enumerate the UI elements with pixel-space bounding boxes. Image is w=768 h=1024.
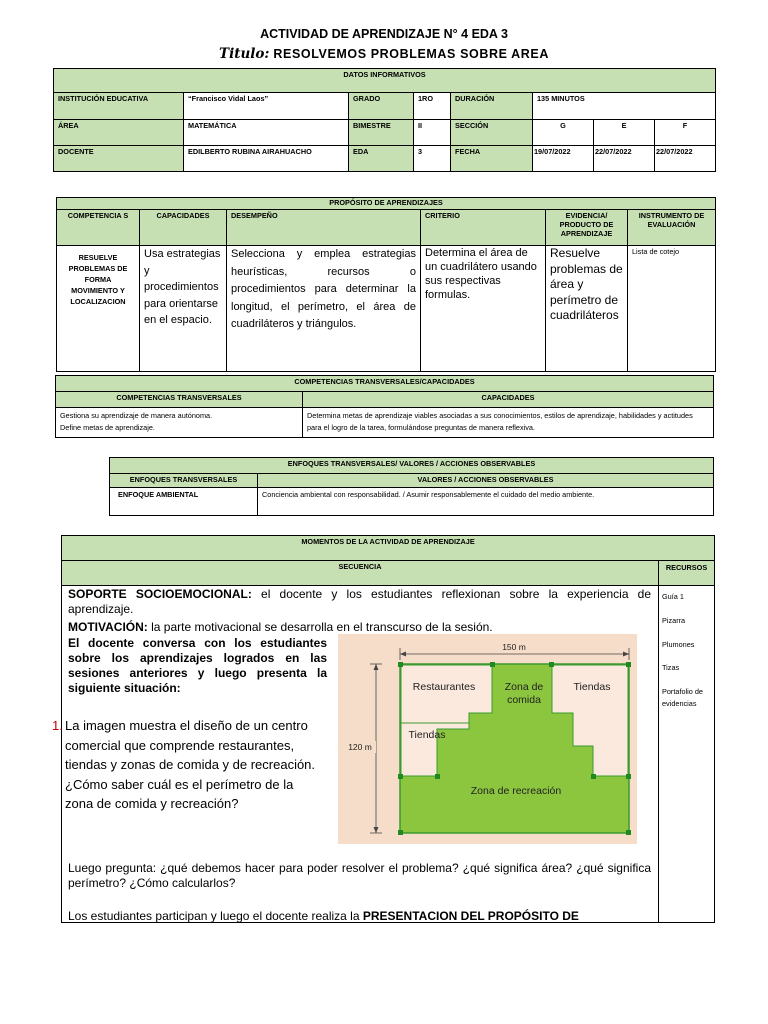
seccion-e: E [594, 120, 655, 146]
conversa-paragraph: El docente conversa con los estudiantes sobre los aprendizajes logrados en las sesiones anteriores y luego presenta la siguiente situación: [68, 636, 327, 695]
item-text [52, 716, 322, 814]
height-label: 120 m [348, 742, 372, 752]
datos-heading: DATOS INFORMATIVOS [54, 69, 716, 93]
recursos-cell [659, 586, 715, 923]
height-arrow-top [374, 664, 379, 670]
institucion-label: INSTITUCIÓN EDUCATIVA [54, 93, 184, 120]
competencia-gestiona: Gestiona su aprendizaje de manera autónoma. [60, 411, 213, 420]
fecha-e: 22/07/2022 [594, 146, 655, 172]
participan-paragraph [68, 909, 651, 924]
criterio-value: Determina el área de un cuadrilátero usando sus respectivas formulas. [421, 246, 546, 372]
subtitle-text: RESOLVEMOS PROBLEMAS SOBRE AREA [273, 47, 549, 61]
zona-comida-label-2: comida [507, 694, 541, 706]
item-text-content: La imagen muestra el diseño de un centro comercial que comprende restaurantes, tiendas y zonas de comida y de recreación. ¿Cómo saber cuál es el perímetro de la zona de comida y recreación? [65, 718, 316, 811]
proposito-heading: PROPÓSITO DE APRENDIZAJES [57, 198, 716, 210]
col-criterio: CRITERIO [421, 210, 546, 246]
zona-comida-label-1: Zona de [504, 681, 544, 693]
pregunta-paragraph: Luego pregunta: ¿qué debemos hacer para poder resolver el problema? ¿qué significa área? ¿qué significa perímetro? ¿Cómo calcularlos? [68, 861, 651, 890]
col-competencia: COMPETENCIA S [57, 210, 140, 246]
motivacion-text: la parte motivacional se desarrolla en el transcurso de la sesión. [151, 620, 493, 634]
motivacion-label: MOTIVACIÓN: [68, 620, 148, 634]
area-value: MATEMÁTICA [184, 120, 349, 146]
momentos-heading: MOMENTOS DE LA ACTIVIDAD DE APRENDIZAJE [62, 536, 715, 561]
seccion-label: SECCIÓN [451, 120, 533, 146]
proposito-table [56, 197, 716, 372]
col-desempeno: DESEMPEÑO [227, 210, 421, 246]
duracion-label: DURACIÓN [451, 93, 533, 120]
duracion-value: 135 MINUTOS [533, 93, 716, 120]
area-label: ÁREA [54, 120, 184, 146]
datos-informativos-table [53, 68, 716, 172]
eda-value: 3 [414, 146, 451, 172]
zona-recreacion-label: Zona de recreación [470, 785, 562, 797]
col-enfoques: ENFOQUES TRANSVERSALES [110, 474, 258, 488]
institucion-value: “Francisco Vidal Laos” [184, 93, 349, 120]
col-recursos: RECURSOS [659, 561, 715, 586]
competencia-define: Define metas de aprendizaje. [60, 423, 155, 432]
docente-value: EDILBERTO RUBINA AIRAHUACHO [184, 146, 349, 172]
competencia-value: RESUELVE PROBLEMAS DE FORMA MOVIMIENTO Y LOCALIZACION [57, 246, 140, 372]
fecha-f: 22/07/2022 [655, 146, 716, 172]
width-arrow-left [400, 652, 406, 657]
seccion-f: F [655, 120, 716, 146]
col-valores: VALORES / ACCIONES OBSERVABLES [258, 474, 714, 488]
eda-label: EDA [349, 146, 414, 172]
soporte-text: el docente y los estudiantes reflexionan sobre la experiencia de aprendizaje. [68, 587, 652, 616]
col-capacidades: CAPACIDADES [140, 210, 227, 246]
height-arrow-bottom [374, 827, 379, 833]
capacidades-transversales-value: Determina metas de aprendizaje viables asociadas a sus conocimientos, estilos de aprendizaje, habilidades y actitudes para el logro de la tarea, formulándose preguntas de manera reflexiva. [303, 408, 714, 438]
competencias-transversales-table [55, 375, 714, 438]
col-evidencia: EVIDENCIA/ PRODUCTO DE APRENDIZAJE [546, 210, 628, 246]
fecha-g: 19/07/2022 [533, 146, 594, 172]
fecha-label: FECHA [451, 146, 533, 172]
col-instrumento: INSTRUMENTO DE EVALUACIÓN [628, 210, 716, 246]
transversales-heading: COMPETENCIAS TRANSVERSALES/CAPACIDADES [56, 376, 714, 392]
valores-value: Conciencia ambiental con responsabilidad. / Asumir responsablemente el cuidado del medio ambiente. [258, 488, 714, 516]
recurso-plumones: Plumones [662, 640, 695, 649]
desempeno-value: Selecciona y emplea estrategias heurísticas, recursos o procedimientos para determinar la longitud, el perímetro, el área de cuadriláteros y triángulos. [227, 246, 421, 372]
motivacion-paragraph [68, 620, 651, 635]
bimestre-value: II [414, 120, 451, 146]
tiendas-left-label: Tiendas [408, 729, 446, 741]
col-secuencia: SECUENCIA [62, 561, 659, 586]
grado-label: GRADO [349, 93, 414, 120]
width-label: 150 m [502, 642, 526, 652]
enfoques-table [109, 457, 714, 516]
soporte-paragraph [68, 587, 651, 617]
document-title: ACTIVIDAD DE APRENDIZAJE N° 4 EDA 3 [260, 27, 508, 41]
recurso-tizas: Tizas [662, 663, 680, 672]
recurso-guia: Guía 1 [662, 592, 684, 601]
enfoque-value: ENFOQUE AMBIENTAL [110, 488, 258, 516]
seccion-g: G [533, 120, 594, 146]
bimestre-label: BIMESTRE [349, 120, 414, 146]
col-capacidades-transversales: CAPACIDADES [303, 392, 714, 408]
restaurantes-label: Restaurantes [412, 681, 476, 693]
shopping-center-diagram [338, 634, 637, 844]
document-subtitle [0, 46, 768, 62]
col-competencias-transversales: COMPETENCIAS TRANSVERSALES [56, 392, 303, 408]
grado-value: 1RO [414, 93, 451, 120]
enfoques-heading: ENFOQUES TRANSVERSALES/ VALORES / ACCIONES OBSERVABLES [110, 458, 714, 474]
docente-label: DOCENTE [54, 146, 184, 172]
capacidades-value: Usa estrategias y procedimientos para orientarse en el espacio. [140, 246, 227, 372]
participan-text: Los estudiantes participan y luego el docente realiza la [68, 909, 360, 923]
subtitle-prefix: Titulo: [219, 46, 270, 62]
recurso-pizarra: Pizarra [662, 616, 686, 625]
instrumento-value: Lista de cotejo [628, 246, 716, 372]
competencias-transversales-value [56, 408, 303, 438]
item-number: 1. [52, 718, 63, 733]
recurso-portafolio: Portafolio de evidencias [662, 687, 703, 708]
shopping-center-figure [338, 634, 637, 844]
tiendas-right-label: Tiendas [573, 681, 611, 693]
problem-item [52, 716, 322, 814]
soporte-label: SOPORTE SOCIOEMOCIONAL: [68, 587, 252, 601]
evidencia-value: Resuelve problemas de área y perímetro de cuadriláteros [546, 246, 628, 372]
participan-bold: PRESENTACION DEL PROPÓSITO DE [362, 909, 579, 923]
width-arrow-right [623, 652, 629, 657]
